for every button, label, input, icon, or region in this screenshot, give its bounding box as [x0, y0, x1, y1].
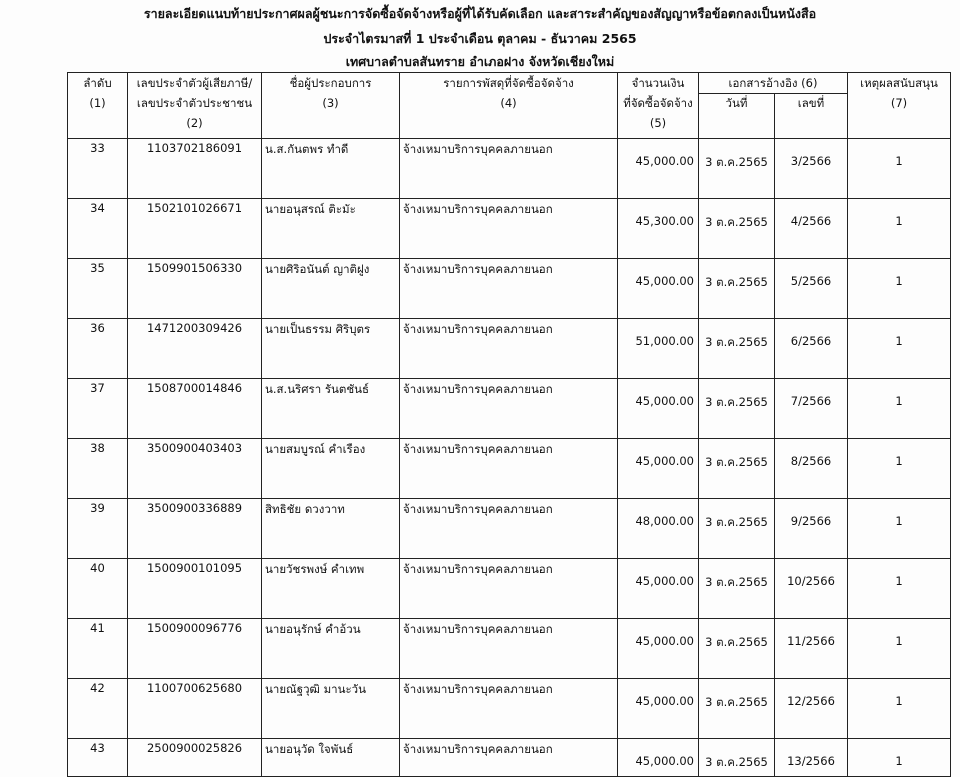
row-no: 38 — [68, 439, 128, 499]
row-no: 42 — [68, 679, 128, 739]
col-header-ref-no: เลขที่ — [775, 94, 848, 139]
table-row — [68, 679, 951, 739]
row-no: 43 — [68, 739, 128, 777]
row-name: น.ส.กันตพร ทำดี — [262, 139, 400, 199]
row-ref-no: 7/2566 — [775, 379, 848, 439]
row-reason: 1 — [848, 739, 951, 777]
row-no: 37 — [68, 379, 128, 439]
row-amount: 45,000.00 — [618, 439, 699, 499]
row-amount: 45,300.00 — [618, 199, 699, 259]
row-taxid: 1100700625680 — [128, 679, 262, 739]
row-reason: 1 — [848, 139, 951, 199]
document-title: รายละเอียดแนบท้ายประกาศผลผู้ชนะการจัดซื้อจัดจ้างหรือผู้ที่ได้รับคัดเลือก และสาระสำคัญของสัญญาหรือข้อตกลงเป็นหนังสือ — [143, 6, 817, 21]
row-name: นายอนุสรณ์ ติะมัะ — [262, 199, 400, 259]
table-header-row — [68, 73, 951, 94]
row-taxid: 1509901506330 — [128, 259, 262, 319]
row-item: จ้างเหมาบริการบุคคลภายนอก — [400, 679, 618, 739]
row-amount: 45,000.00 — [618, 739, 699, 777]
row-no: 36 — [68, 319, 128, 379]
table-row — [68, 259, 951, 319]
row-taxid: 3500900403403 — [128, 439, 262, 499]
row-name: สิทธิชัย ดวงวาท — [262, 499, 400, 559]
row-reason: 1 — [848, 559, 951, 619]
table-row — [68, 499, 951, 559]
row-ref-no: 11/2566 — [775, 619, 848, 679]
table-row — [68, 739, 951, 777]
row-name: นายเป็นธรรม ศิริบุตร — [262, 319, 400, 379]
procurement-table — [67, 72, 951, 777]
row-date: 3 ต.ค.2565 — [699, 559, 775, 619]
row-date: 3 ต.ค.2565 — [699, 259, 775, 319]
row-taxid: 1508700014846 — [128, 379, 262, 439]
row-taxid: 2500900025826 — [128, 739, 262, 777]
row-reason: 1 — [848, 259, 951, 319]
row-ref-no: 4/2566 — [775, 199, 848, 259]
document-organization: เทศบาลตำบลสันทราย อำเภอฝาง จังหวัดเชียงใหม่ — [345, 54, 615, 69]
row-amount: 45,000.00 — [618, 379, 699, 439]
row-name: นายณัฐวุฒิ มานะวัน — [262, 679, 400, 739]
table-row — [68, 439, 951, 499]
table-row — [68, 139, 951, 199]
document-period: ประจำไตรมาสที่ 1 ประจำเดือน ตุลาคม - ธันวาคม 2565 — [323, 31, 637, 46]
row-taxid: 1103702186091 — [128, 139, 262, 199]
col-header-taxid: เลขประจำตัวผู้เสียภาษี/ เลขประจำตัวประชาชน (2) — [128, 73, 262, 139]
row-item: จ้างเหมาบริการบุคคลภายนอก — [400, 619, 618, 679]
row-taxid: 1502101026671 — [128, 199, 262, 259]
row-date: 3 ต.ค.2565 — [699, 619, 775, 679]
row-date: 3 ต.ค.2565 — [699, 439, 775, 499]
row-name: นายวัชรพงษ์ คำเทพ — [262, 559, 400, 619]
row-ref-no: 3/2566 — [775, 139, 848, 199]
row-taxid: 1471200309426 — [128, 319, 262, 379]
col-header-ref: เอกสารอ้างอิง (6) — [699, 73, 848, 94]
row-no: 33 — [68, 139, 128, 199]
col-header-amount: จำนวนเงิน ที่จัดซื้อจัดจ้าง (5) — [618, 73, 699, 139]
row-reason: 1 — [848, 199, 951, 259]
row-amount: 45,000.00 — [618, 679, 699, 739]
row-reason: 1 — [848, 679, 951, 739]
col-header-reason: เหตุผลสนับสนุน (7) — [848, 73, 951, 139]
row-no: 34 — [68, 199, 128, 259]
row-date: 3 ต.ค.2565 — [699, 679, 775, 739]
row-name: นายศิริอนันต์ ญาติฝูง — [262, 259, 400, 319]
row-item: จ้างเหมาบริการบุคคลภายนอก — [400, 739, 618, 777]
table-row — [68, 319, 951, 379]
row-item: จ้างเหมาบริการบุคคลภายนอก — [400, 199, 618, 259]
row-reason: 1 — [848, 439, 951, 499]
row-date: 3 ต.ค.2565 — [699, 739, 775, 777]
row-name: นายอนุวัด ใจพันธ์ — [262, 739, 400, 777]
col-header-item: รายการพัสดุที่จัดซื้อจัดจ้าง (4) — [400, 73, 618, 139]
row-reason: 1 — [848, 499, 951, 559]
row-amount: 45,000.00 — [618, 259, 699, 319]
row-no: 35 — [68, 259, 128, 319]
row-reason: 1 — [848, 619, 951, 679]
row-item: จ้างเหมาบริการบุคคลภายนอก — [400, 439, 618, 499]
row-item: จ้างเหมาบริการบุคคลภายนอก — [400, 319, 618, 379]
row-taxid: 1500900101095 — [128, 559, 262, 619]
row-reason: 1 — [848, 319, 951, 379]
row-date: 3 ต.ค.2565 — [699, 139, 775, 199]
table-row — [68, 559, 951, 619]
col-header-ref-date: วันที่ — [699, 94, 775, 139]
row-ref-no: 10/2566 — [775, 559, 848, 619]
row-amount: 45,000.00 — [618, 559, 699, 619]
row-date: 3 ต.ค.2565 — [699, 379, 775, 439]
row-item: จ้างเหมาบริการบุคคลภายนอก — [400, 379, 618, 439]
row-amount: 48,000.00 — [618, 499, 699, 559]
row-date: 3 ต.ค.2565 — [699, 319, 775, 379]
row-ref-no: 13/2566 — [775, 739, 848, 777]
table-row — [68, 619, 951, 679]
row-reason: 1 — [848, 379, 951, 439]
row-name: น.ส.นริศรา รันตชันธ์ — [262, 379, 400, 439]
col-header-no: ลำดับ (1) — [68, 73, 128, 139]
row-ref-no: 5/2566 — [775, 259, 848, 319]
row-taxid: 1500900096776 — [128, 619, 262, 679]
row-amount: 51,000.00 — [618, 319, 699, 379]
row-amount: 45,000.00 — [618, 139, 699, 199]
row-no: 41 — [68, 619, 128, 679]
row-item: จ้างเหมาบริการบุคคลภายนอก — [400, 139, 618, 199]
row-item: จ้างเหมาบริการบุคคลภายนอก — [400, 259, 618, 319]
row-no: 40 — [68, 559, 128, 619]
row-taxid: 3500900336889 — [128, 499, 262, 559]
row-ref-no: 8/2566 — [775, 439, 848, 499]
row-ref-no: 6/2566 — [775, 319, 848, 379]
row-item: จ้างเหมาบริการบุคคลภายนอก — [400, 559, 618, 619]
row-amount: 45,000.00 — [618, 619, 699, 679]
table-row — [68, 199, 951, 259]
row-ref-no: 9/2566 — [775, 499, 848, 559]
row-name: นายสมบูรณ์ คำเรือง — [262, 439, 400, 499]
row-date: 3 ต.ค.2565 — [699, 199, 775, 259]
row-name: นายอนุรักษ์ คำอ้วน — [262, 619, 400, 679]
row-ref-no: 12/2566 — [775, 679, 848, 739]
row-no: 39 — [68, 499, 128, 559]
col-header-name: ชื่อผู้ประกอบการ (3) — [262, 73, 400, 139]
table-row — [68, 379, 951, 439]
row-date: 3 ต.ค.2565 — [699, 499, 775, 559]
row-item: จ้างเหมาบริการบุคคลภายนอก — [400, 499, 618, 559]
